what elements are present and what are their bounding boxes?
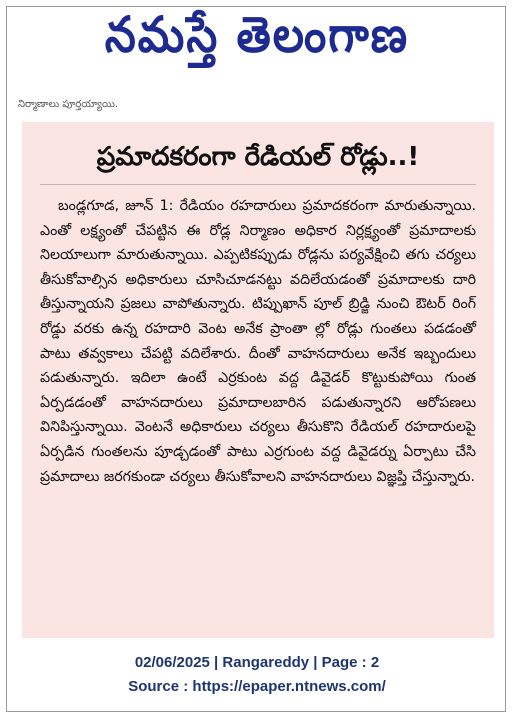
previous-article-fragment: నిర్మాణాలు పూర్తయ్యాయి. [18,99,119,110]
edition-info: 02/06/2025 | Rangareddy | Page : 2 [134,654,380,671]
article-headline: ప్రమాదకరంగా రేడియల్ రోడ్లు..! [96,142,420,172]
article-body: బండ్లగూడ, జూన్ 1: రేడియం రహదారులు ప్రమాదకరంగా మారుతున్నాయి. ఎంతో లక్ష్యంతో చేపట్టిన ఈ రోడ్ల నిర్మాణం అధికార నిర్లక్ష్యంతో ప్రమాదాలకు నిలయాలుగా మారుతున్నాయి. ఎప్పటికప్పుడు రోడ్లను పర్యవేక్షించి తగు చర్యలు తీసుకోవాల్సిన అధికారులు చూసిచూడనట్టు వదిలేయడంతో ప్రమాదాలకు దారి తీస్తున్నాయని ప్రజలు వాపోతున్నారు. టిప్పుఖాన్ పూల్ బ్రిడ్జి నుంచి ఔటర్ రింగ్ రోడ్డు వరకు ఉన్న రహదారి వెంట అనేక ప్రాంతా ల్లో రోడ్లు గుంతలు పడడంతో పాటు తవ్వకాలు చేపట్టి వదిలేశారు. దీంతో వాహనదారులు అనేక ఇబ్బందులు పడుతున్నారు. ఇదిలా ఉంటే ఎర్రకుంట వద్ద డివైడర్ కొట్టుకుపోయి గుంత ఏర్పడడంతో వాహనదారులు ప్రమాదాలబారిన పడుతున్నారని ఆరోపణలు వినిపిస్తున్నాయి. వెంటనే అధికారులు చర్యలు తీసుకొని రేడియల్ రహదారులపై ఏర్పడిన గుంతలను పూడ్చడంతో పాటు ఎర్రగుంట వద్ద డివైడర్ను ఏర్పాటు చేసి ప్రమాదాలు జరగకుండా చర్యలు తీసుకోవాలని వాహనదారులు విజ్ఞప్తి చేస్తున్నారు. [40,198,476,485]
headline-divider [40,184,476,185]
newspaper-masthead: నమస్తే తెలంగాణ [104,6,410,65]
source-link[interactable]: Source : https://epaper.ntnews.com/ [128,678,386,695]
article-clipping [22,122,494,638]
